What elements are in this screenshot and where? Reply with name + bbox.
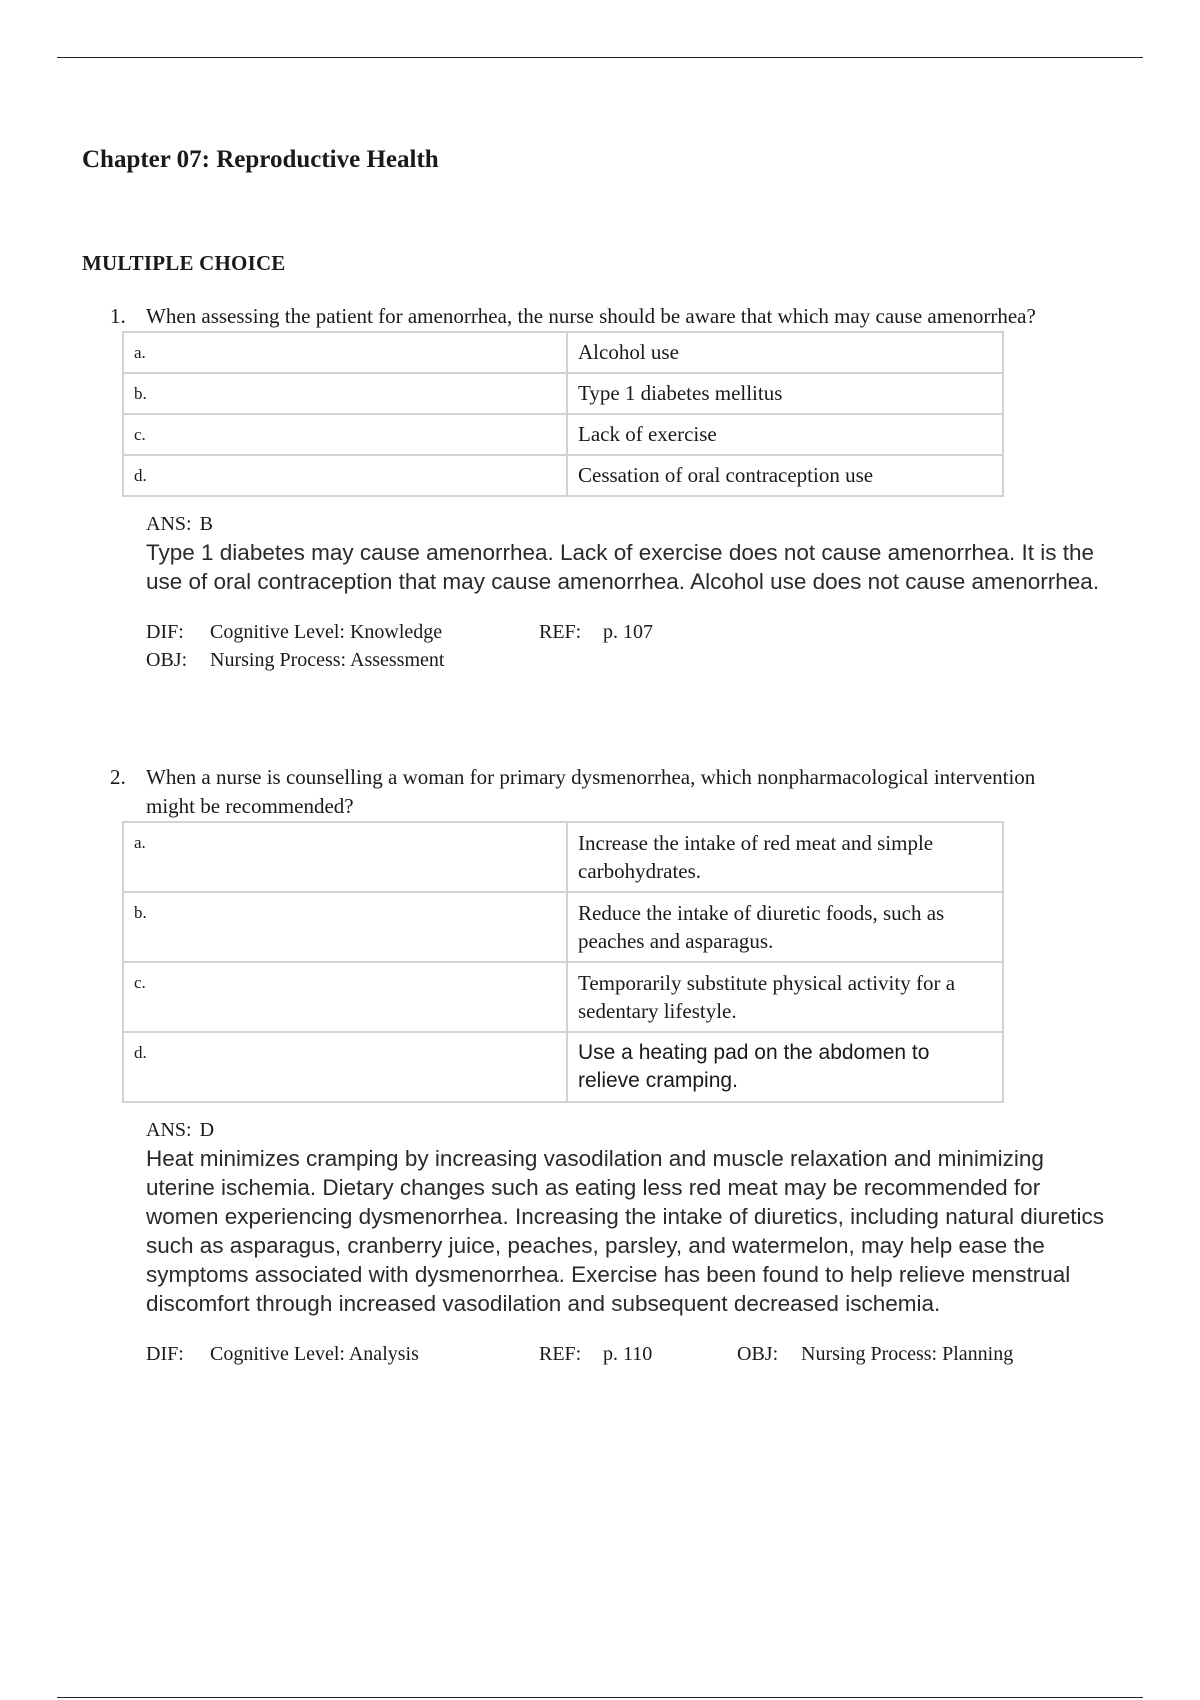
obj-item: [737, 1340, 1013, 1368]
choice-text: Lack of exercise: [567, 414, 1003, 455]
choice-row-c: [123, 962, 1003, 1032]
dif-item: [146, 618, 442, 646]
dif-item: [146, 1340, 419, 1368]
ref-label: REF:: [539, 621, 582, 643]
obj-value: Nursing Process: Assessment: [210, 649, 445, 671]
choice-text: Increase the intake of red meat and simple carbohydrates.: [567, 822, 1003, 892]
question-text: When assessing the patient for amenorrhea, the nurse should be aware that which may cause amenorrhea?: [146, 304, 1036, 328]
dif-label: DIF:: [146, 1343, 184, 1365]
obj-label: OBJ:: [146, 649, 188, 671]
footer-rule: [57, 1697, 1143, 1698]
choice-row-a: [123, 822, 1003, 892]
choices-table: [122, 821, 1004, 1103]
choice-row-c: [123, 414, 1003, 455]
answer-line: [146, 510, 1106, 538]
header-rule: [57, 57, 1143, 58]
question-1: [0, 302, 1200, 674]
choice-letter: c.: [123, 962, 567, 1032]
question-stem: [110, 302, 1046, 331]
ref-value: p. 110: [603, 1343, 653, 1365]
metadata: [146, 1340, 1106, 1368]
metadata: [146, 618, 1106, 674]
dif-label: DIF:: [146, 621, 184, 643]
choice-text: Use a heating pad on the abdomen to relieve cramping.: [567, 1032, 1003, 1102]
answer-label: ANS:: [146, 1119, 192, 1141]
choice-letter: a.: [123, 822, 567, 892]
question-number: 2.: [110, 765, 126, 789]
ref-item: [539, 1340, 652, 1368]
question-stem: [110, 763, 1046, 821]
obj-label: OBJ:: [737, 1343, 779, 1365]
choice-letter: b.: [123, 373, 567, 414]
choice-letter: c.: [123, 414, 567, 455]
question-number: 1.: [110, 304, 126, 328]
answer-line: [146, 1116, 1106, 1144]
choice-row-a: [123, 332, 1003, 373]
choice-text: Reduce the intake of diuretic foods, such as peaches and asparagus.: [567, 892, 1003, 962]
question-text: When a nurse is counselling a woman for primary dysmenorrhea, which nonpharmacological intervention might be recommended?: [146, 765, 1036, 818]
answer-block: [146, 1116, 1106, 1368]
answer-value: D: [199, 1119, 215, 1141]
rationale-text: Heat minimizes cramping by increasing vasodilation and muscle relaxation and minimizing uterine ischemia. Dietary changes such as eating less red meat may be recommended for women experiencing dysmenorrhea. Increasing the intake of diuretics, including natural diuretics such as asparagus, cranberry juice, peaches, parsley, and watermelon, may help ease the symptoms associated with dysmenorrhea. Exercise has been found to help relieve menstrual discomfort through increased vasodilation and subsequent decreased ischemia.: [146, 1146, 1105, 1316]
obj-value: Nursing Process: Planning: [801, 1343, 1014, 1365]
dif-value: Cognitive Level: Analysis: [210, 1343, 419, 1365]
ref-item: [539, 618, 653, 646]
section-title: MULTIPLE CHOICE: [82, 251, 286, 275]
choice-text: Cessation of oral contraception use: [567, 455, 1003, 496]
chapter-title: Chapter 07: Reproductive Health: [82, 146, 439, 173]
answer-value: B: [199, 513, 213, 535]
choice-row-d: [123, 1032, 1003, 1102]
choice-text: Temporarily substitute physical activity for a sedentary lifestyle.: [567, 962, 1003, 1032]
choice-letter: d.: [123, 455, 567, 496]
choice-row-d: [123, 455, 1003, 496]
choice-text: Alcohol use: [567, 332, 1003, 373]
choice-row-b: [123, 373, 1003, 414]
choices-table: [122, 331, 1004, 497]
rationale-text: Type 1 diabetes may cause amenorrhea. Lack of exercise does not cause amenorrhea. It is the use of oral contraception that may cause amenorrhea. Alcohol use does not cause amenorrhea.: [146, 540, 1100, 594]
choice-letter: a.: [123, 332, 567, 373]
choice-text: Type 1 diabetes mellitus: [567, 373, 1003, 414]
answer-label: ANS:: [146, 513, 192, 535]
question-2: [0, 763, 1200, 1368]
ref-value: p. 107: [603, 621, 653, 643]
dif-value: Cognitive Level: Knowledge: [210, 621, 443, 643]
choice-letter: d.: [123, 1032, 567, 1102]
choice-letter: b.: [123, 892, 567, 962]
answer-block: [146, 510, 1106, 674]
ref-label: REF:: [539, 1343, 582, 1365]
obj-item: [146, 646, 444, 674]
choice-row-b: [123, 892, 1003, 962]
